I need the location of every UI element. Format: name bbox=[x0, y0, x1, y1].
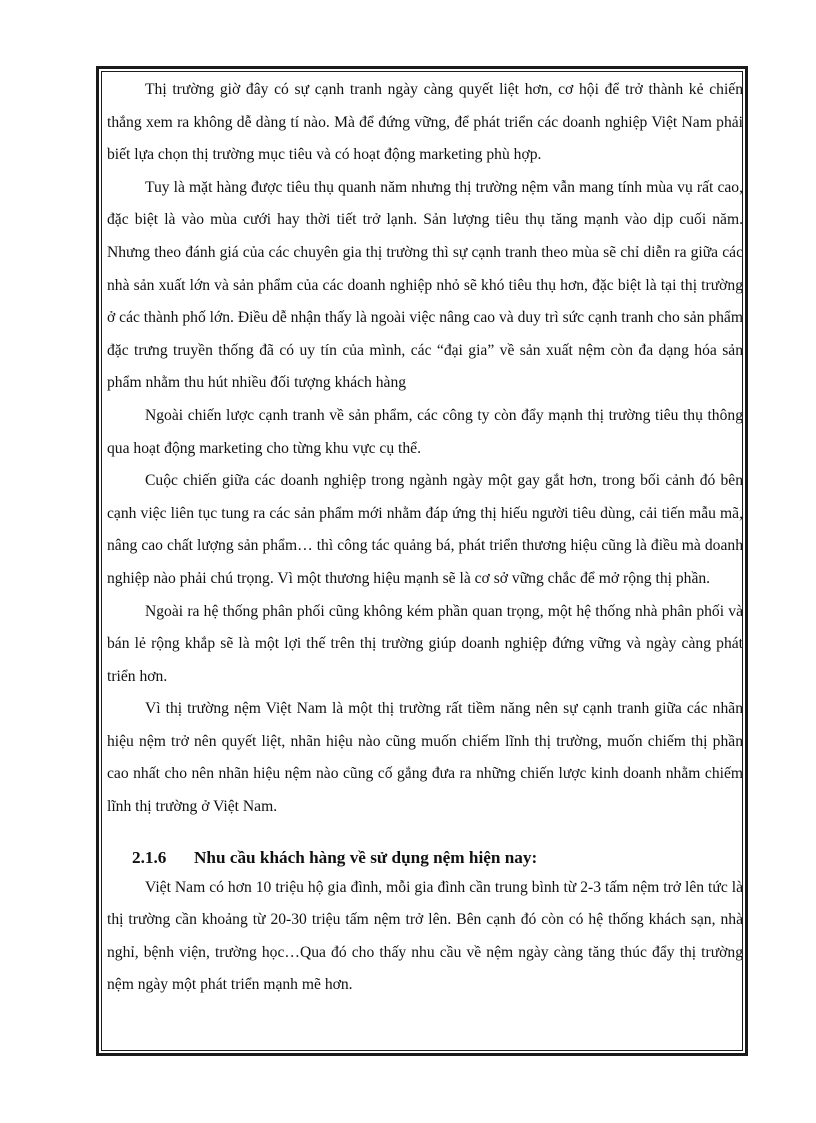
paragraph-branding: Cuộc chiến giữa các doanh nghiệp trong ngành ngày một gay gắt hơn, trong bối cảnh đó bên cạnh việc liên tục tung ra các sản phẩm mới nhằm đáp ứng thị hiếu người tiêu dùng, cải tiến mẫu mã, nâng cao chất lượng sản phẩm… thì công tác quảng bá, phát triển thương hiệu cũng là điều mà doanh nghiệp nào phải chú trọng. Vì một thương hiệu mạnh sẽ là cơ sở vững chắc để mở rộng thị phần. bbox=[107, 472, 743, 587]
section-title: Nhu cầu khách hàng về sử dụng nệm hiện nay: bbox=[194, 847, 538, 867]
paragraph-seasonality: Tuy là mặt hàng được tiêu thụ quanh năm nhưng thị trường nệm vẫn mang tính mùa vụ rất cao, đặc biệt là vào mùa cưới hay thời tiết trở lạnh. Sản lượng tiêu thụ tăng mạnh vào dịp cuối năm. Nhưng theo đánh giá của các chuyên gia thị trường thì sự cạnh tranh theo mùa sẽ chỉ diễn ra giữa các nhà sản xuất lớn và sản phẩm của các doanh nghiệp nhỏ sẽ khó tiêu thụ hơn, đặc biệt là tại thị trường ở các thành phố lớn. Điều dễ nhận thấy là ngoài việc nâng cao và duy trì sức cạnh tranh cho sản phẩm đặc trưng truyền thống đã có uy tín của mình, các “đại gia” về sản xuất nệm còn đa dạng hóa sản phẩm nhằm thu hút nhiều đối tượng khách hàng bbox=[107, 178, 743, 392]
paragraph-marketing-strategy: Ngoài chiến lược cạnh tranh về sản phẩm, các công ty còn đẩy mạnh thị trường tiêu thụ thông qua hoạt động marketing cho từng khu vực cụ thể. bbox=[107, 406, 743, 457]
paragraph-customer-demand: Việt Nam có hơn 10 triệu hộ gia đình, mỗi gia đình cần trung bình từ 2-3 tấm nệm trở lên tức là thị trường cần khoảng từ 20-30 triệu tấm nệm trở lên. Bên cạnh đó còn có hệ thống khách sạn, nhà nghỉ, bệnh viện, trường học…Qua đó cho thấy nhu cầu về nệm ngày càng tăng thúc đẩy thị trường nệm ngày một phát triển mạnh mẽ hơn. bbox=[107, 878, 743, 994]
section-heading bbox=[132, 847, 743, 869]
paragraph-market-potential: Vì thị trường nệm Việt Nam là một thị trường rất tiềm năng nên sự cạnh tranh giữa các nhãn hiệu nệm trở nên quyết liệt, nhãn hiệu nào cũng muốn chiếm lĩnh thị trường, muốn chiếm thị phần cao nhất cho nên nhãn hiệu nệm nào cũng cố gắng đưa ra những chiến lược kinh doanh nhằm chiếm lĩnh thị trường ở Việt Nam. bbox=[107, 700, 743, 816]
paragraph-distribution: Ngoài ra hệ thống phân phối cũng không kém phần quan trọng, một hệ thống nhà phân phối và bán lẻ rộng khắp sẽ là một lợi thế trên thị trường giúp doanh nghiệp đứng vững và ngày càng phát triển hơn. bbox=[107, 602, 743, 685]
document-body bbox=[107, 74, 743, 1044]
section-number: 2.1.6 bbox=[132, 847, 167, 867]
paragraph-competition-intro: Thị trường giờ đây có sự cạnh tranh ngày càng quyết liệt hơn, cơ hội để trở thành kẻ chiến thắng xem ra không dễ dàng tí nào. Mà để đứng vững, để phát triển các doanh nghiệp Việt Nam phải biết lựa chọn thị trường mục tiêu và có hoạt động marketing phù hợp. bbox=[107, 81, 743, 164]
